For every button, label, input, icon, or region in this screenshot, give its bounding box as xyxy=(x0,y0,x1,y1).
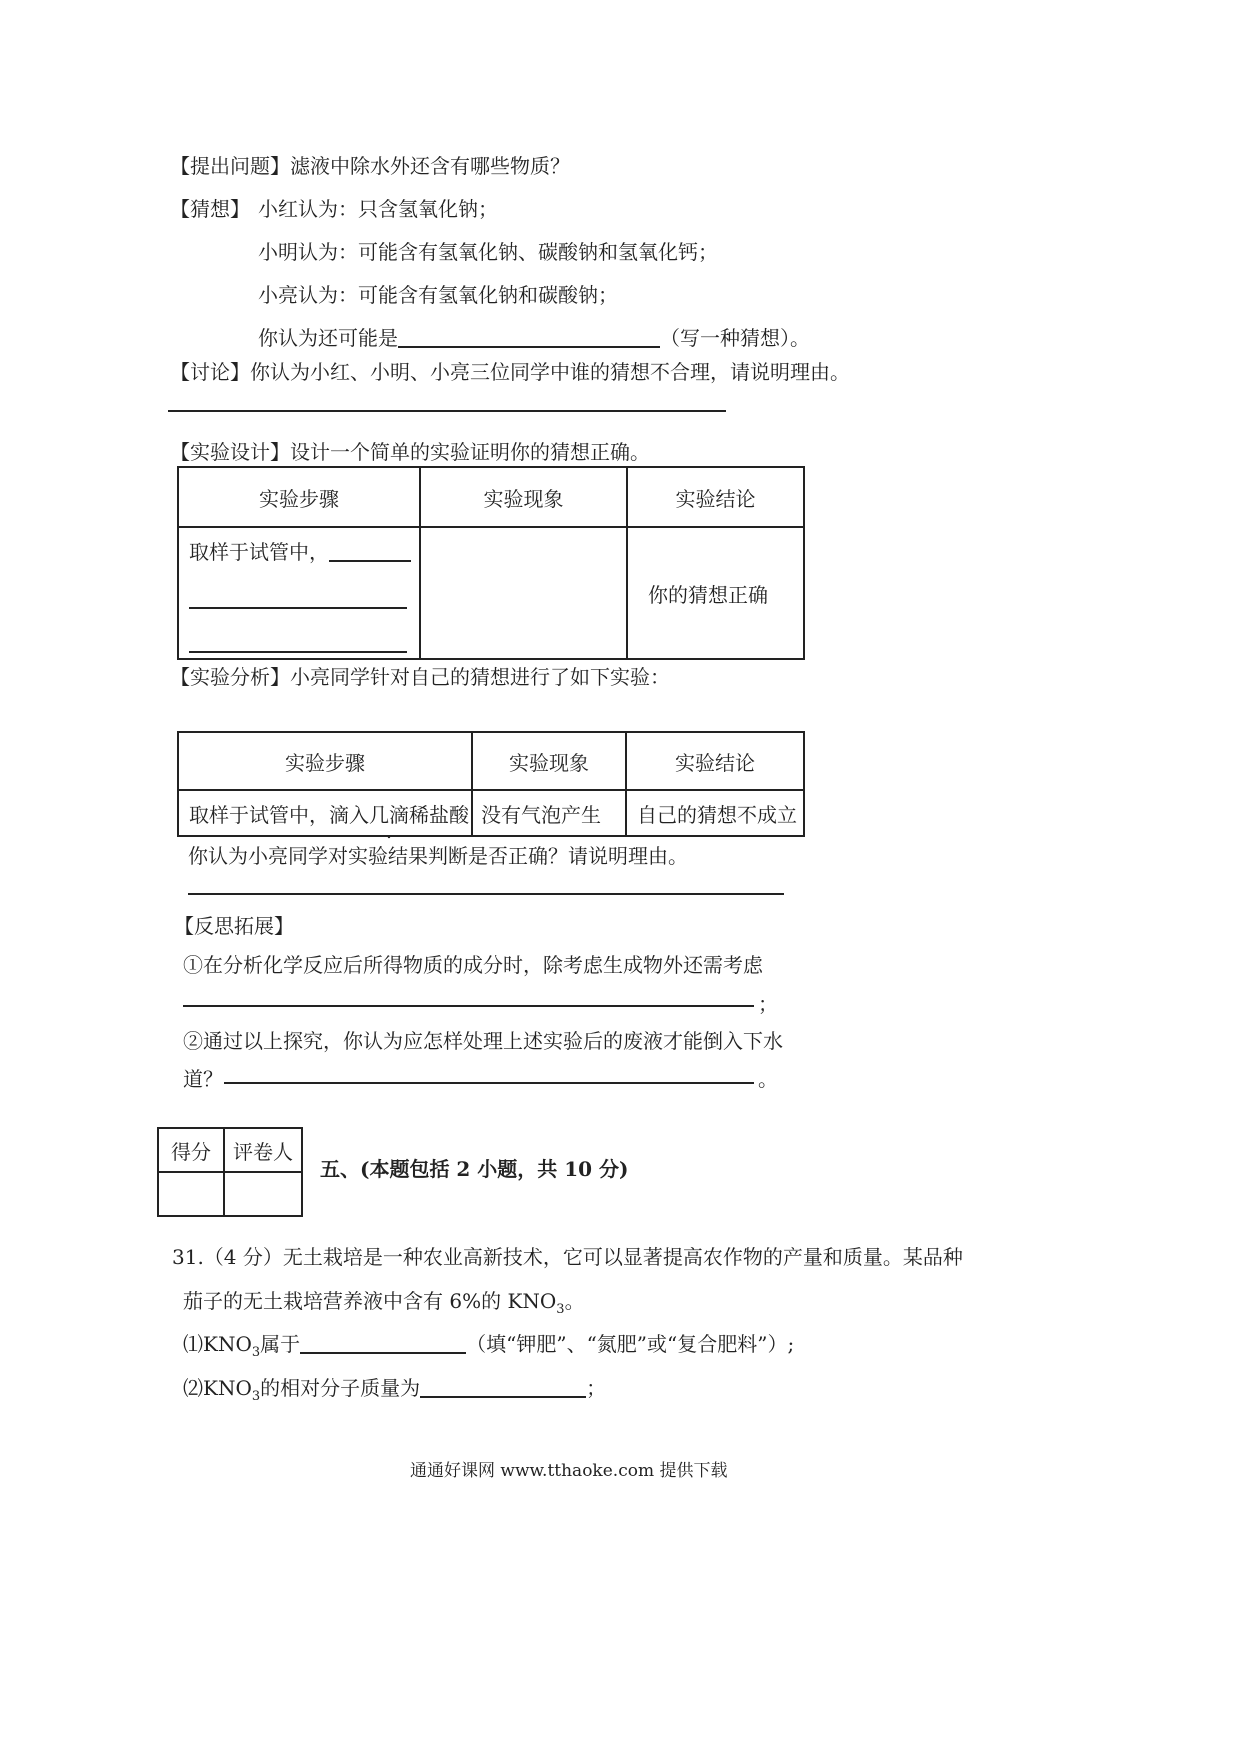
design-header-phenomenon: 实验现象 xyxy=(420,467,627,527)
analysis-line xyxy=(170,661,670,690)
analysis-header-conclusion: 实验结论 xyxy=(626,732,804,790)
section-5-title: 五、(本题包括 2 小题，共 10 分) xyxy=(320,1157,629,1181)
q31-sub2-prefix: ⑵KNO xyxy=(183,1376,252,1400)
judge-answer-line[interactable] xyxy=(188,893,784,895)
grader-header: 评卷人 xyxy=(224,1128,302,1172)
q31-line2-sub: 3 xyxy=(556,1302,565,1317)
q31-sub1-suffix: （填“钾肥”、“氮肥”或“复合肥料”）; xyxy=(466,1332,795,1356)
q31-sub1 xyxy=(183,1328,794,1360)
q31-line2 xyxy=(183,1285,585,1317)
design-label: 【实验设计】 xyxy=(170,440,290,464)
discuss-answer-line[interactable] xyxy=(168,410,726,412)
analysis-text: 小亮同学针对自己的猜想进行了如下实验： xyxy=(290,665,670,689)
reflect-2-answer-line[interactable] xyxy=(224,1082,754,1084)
score-table xyxy=(157,1127,303,1217)
reflect-1-end: ； xyxy=(758,992,778,1016)
guess-ming: 小明认为：可能含有氢氧化钠、碳酸钠和氢氧化钙； xyxy=(258,240,718,264)
page-footer: 通通好课网 www.tthaoke.com 提供下载 xyxy=(410,1461,728,1481)
design-text: 设计一个简单的实验证明你的猜想正确。 xyxy=(290,440,650,464)
guess-you-suffix: （写一种猜想）。 xyxy=(660,326,810,350)
q31-sub2-sub: 3 xyxy=(251,1389,261,1404)
design-step-blank-3[interactable] xyxy=(189,621,407,653)
design-step-text: 取样于试管中， xyxy=(189,540,329,564)
score-header: 得分 xyxy=(158,1128,224,1172)
analysis-step-suffix: 稀盐酸 xyxy=(409,802,469,827)
q31-sub1-prefix: ⑴KNO xyxy=(183,1332,252,1356)
discuss-text: 你认为小红、小明、小亮三位同学中谁的猜想不合理，请说明理由。 xyxy=(250,360,850,384)
reflect-2: ②通过以上探究，你认为应怎样处理上述实验后的废液才能倒入下水 xyxy=(183,1029,783,1053)
reflect-label: 【反思拓展】 xyxy=(174,914,294,938)
discuss-label: 【讨论】 xyxy=(170,360,250,384)
discuss-line xyxy=(170,356,850,385)
problem-line xyxy=(170,150,570,179)
analysis-header-step: 实验步骤 xyxy=(178,732,472,790)
guess-you-line xyxy=(258,322,810,351)
grader-cell[interactable] xyxy=(224,1172,302,1216)
guess-hong: 小红认为：只含氢氧化钠； xyxy=(258,197,498,221)
judge-text: 你认为小亮同学对实验结果判断是否正确？请说明理由。 xyxy=(188,844,688,868)
design-table xyxy=(177,466,805,660)
analysis-header-phenomenon: 实验现象 xyxy=(472,732,626,790)
q31-sub1-mid: 属于 xyxy=(260,1332,301,1356)
score-cell[interactable] xyxy=(158,1172,224,1216)
q31-sub2 xyxy=(183,1372,606,1404)
guess-label: 【猜想】 xyxy=(170,197,250,221)
reflect-2-end: 。 xyxy=(758,1067,778,1091)
design-step-cell xyxy=(178,527,420,659)
analysis-step-cell xyxy=(178,790,472,836)
design-line xyxy=(170,436,650,465)
q31-line2-prefix: 茄子的无土栽培营养液中含有 6%的 KNO xyxy=(183,1289,557,1313)
q31-sub1-blank[interactable] xyxy=(300,1332,466,1354)
analysis-step-dotted: 几滴 xyxy=(369,802,409,827)
q31-line1: 31.（4 分）无土栽培是一种农业高新技术，它可以显著提高农作物的产量和质量。某品种 xyxy=(172,1245,963,1269)
design-phenomenon-cell[interactable] xyxy=(420,527,627,659)
guess-you-blank[interactable] xyxy=(398,326,660,348)
guess-liang: 小亮认为：可能含有氢氧化钠和碳酸钠； xyxy=(258,283,618,307)
design-step-blank-1[interactable] xyxy=(329,540,411,562)
analysis-conclusion-cell: 自己的猜想不成立 xyxy=(626,790,804,836)
q31-sub2-mid: 的相对分子质量为 xyxy=(260,1376,421,1400)
q31-line2-end: 。 xyxy=(564,1289,585,1313)
reflect-1-answer-line[interactable] xyxy=(183,1005,754,1007)
analysis-label: 【实验分析】 xyxy=(170,665,290,689)
reflect-1: ①在分析化学反应后所得物质的成分时，除考虑生成物外还需考虑 xyxy=(183,953,763,977)
reflect-2-prefix: 道？ xyxy=(183,1067,223,1091)
problem-text: 滤液中除水外还含有哪些物质？ xyxy=(290,154,570,178)
analysis-phenomenon-cell: 没有气泡产生 xyxy=(472,790,626,836)
guess-you-prefix: 你认为还可能是 xyxy=(258,326,398,350)
problem-label: 【提出问题】 xyxy=(170,154,290,178)
analysis-step-prefix: 取样于试管中，滴入 xyxy=(189,802,369,827)
design-conclusion-text: 你的猜想正确 xyxy=(648,582,768,607)
design-header-step: 实验步骤 xyxy=(178,467,420,527)
design-header-conclusion: 实验结论 xyxy=(627,467,804,527)
q31-sub2-blank[interactable] xyxy=(420,1376,586,1398)
q31-sub1-sub: 3 xyxy=(251,1345,261,1360)
q31-sub2-end: ； xyxy=(586,1376,607,1400)
design-step-blank-2[interactable] xyxy=(189,577,407,609)
analysis-table xyxy=(177,731,805,837)
design-conclusion-cell xyxy=(627,527,804,659)
